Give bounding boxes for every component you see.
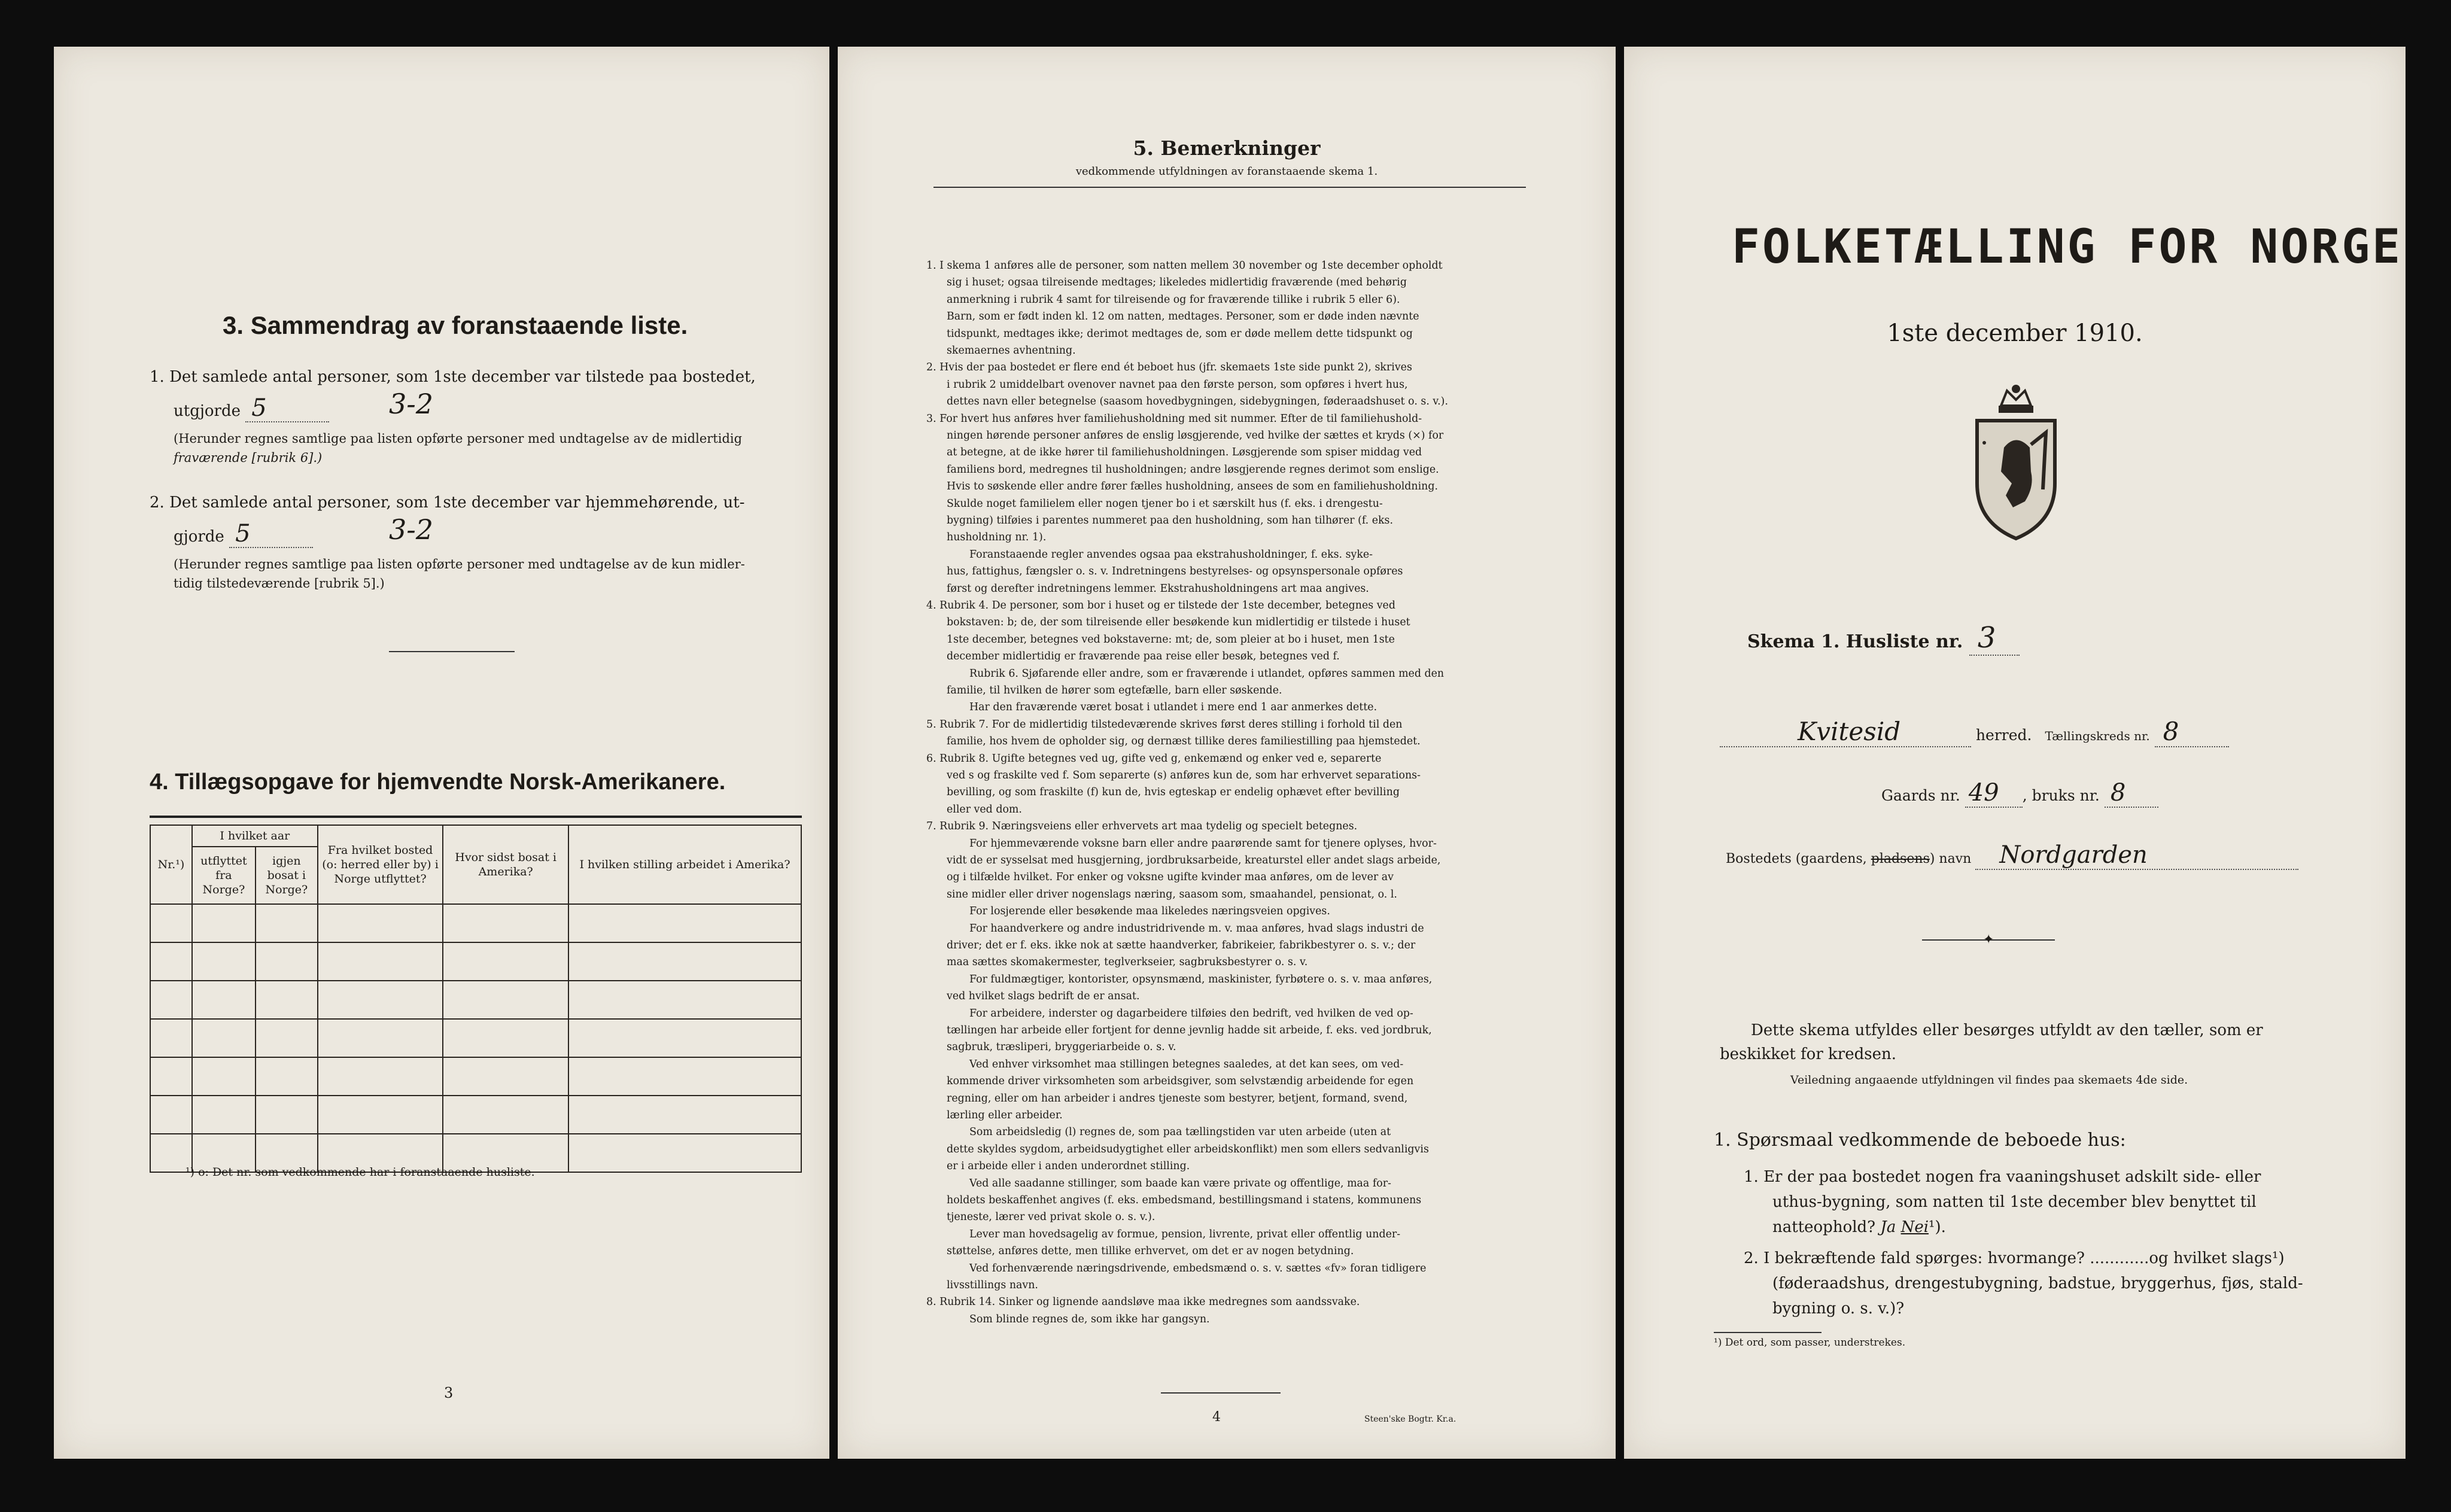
census-title: FOLKETÆLLING FOR NORGE xyxy=(1732,220,2403,274)
table-row xyxy=(150,904,801,942)
right-footnote: ¹) Det ord, som passer, understrekes. xyxy=(1714,1337,1906,1349)
remarks-rule xyxy=(933,187,1526,188)
schema-label: Skema 1. Husliste nr. xyxy=(1747,631,1963,652)
instruction-1: Dette skema utfyldes eller besørges utfyldt av den tæller, som er xyxy=(1751,1021,2263,1039)
page-number-middle: 4 xyxy=(1212,1410,1221,1425)
bosted-label-b: pladsens xyxy=(1871,851,1930,866)
remark-line: Rubrik 6. Sjøfarende eller andre, som er fraværende i utlandet, opføres sammen med den xyxy=(969,667,1445,680)
question-1-2-b: (føderaadshus, drengestubygning, badstue, bryggerhus, fjøs, stald- xyxy=(1772,1274,2303,1292)
remark-line: sine midler eller driver nogenslags næring, saasom som, smaahandel, pensionat, o. l. xyxy=(947,888,1397,900)
item-2-answer xyxy=(174,521,313,550)
remark-line: For fuldmægtiger, kontorister, opsynsmænd, maskinister, fyrbøtere o. s. v. maa anføres, xyxy=(969,973,1433,985)
remarks-subtitle: vedkommende utfyldningen av foranstaaende skema 1. xyxy=(1075,165,1378,178)
norsk-amerikanere-table xyxy=(150,825,802,1173)
remark-line: driver; det er f. eks. ikke nok at sætte haandverker, fabrikeier, fabrikbestyrer o. s. v.; der xyxy=(947,939,1416,951)
remark-line: tjeneste, lærer ved privat skole o. s. v.). xyxy=(947,1211,1155,1224)
remark-line: Barn, som er født inden kl. 12 om natten, medtages. Personer, som er døde inden nævnte xyxy=(947,311,1419,323)
page-number-left: 3 xyxy=(444,1385,454,1401)
remark-line: bevilling, og som fraskilte (f) kun de, hvis egteskap er endelig ophævet efter bevilling xyxy=(947,786,1400,799)
remark-line: ved s og fraskilte ved f. Som separerte (s) anføres kun de, som har erhvervet separations- xyxy=(947,769,1421,781)
table-row xyxy=(150,981,801,1019)
bosted-label-a: Bostedets (gaardens, xyxy=(1726,851,1867,866)
remark-line: først og derefter indretningens lemmer. Ekstrahusholdningens art maa angives. xyxy=(947,582,1369,595)
remark-line: 8. Rubrik 14. Sinker og lignende aandsløve maa ikke medregnes som aandssvake. xyxy=(926,1296,1360,1309)
remark-line: i rubrik 2 umiddelbart ovenover navnet paa den første person, som opføres i hvert hus, xyxy=(947,378,1408,391)
table-footnote: ¹) o: Det nr. som vedkommende har i foranstaaende husliste. xyxy=(186,1166,535,1179)
remark-line: ningen hørende personer anføres de enslig løsgjerende, ved hvilke der sættes et kryds (×) for xyxy=(947,430,1444,442)
table-row xyxy=(150,1057,801,1096)
bruks-label: , bruks nr. xyxy=(2022,787,2100,804)
remark-line: er i arbeide eller i anden underordnet stilling. xyxy=(947,1160,1190,1173)
remark-line: Ved alle saadanne stillinger, som baade kan være private og offentlige, maa for- xyxy=(969,1177,1391,1189)
remark-line: Ved enhver virksomhet maa stillingen betegnes saaledes, at det kan sees, om ved- xyxy=(969,1058,1404,1070)
remark-line: Hvis to søskende eller andre fører fælles husholdning, ansees de som en familiehusholdning. xyxy=(947,480,1439,493)
remark-line: 7. Rubrik 9. Næringsveiens eller erhvervets art maa tydelig og specielt betegnes. xyxy=(926,820,1358,833)
remark-line: skemaernes avhentning. xyxy=(947,345,1076,357)
question-1-heading: 1. Spørsmaal vedkommende de beboede hus: xyxy=(1714,1130,2126,1151)
remark-line: dettes navn eller betegnelse (saasom hovedbygningen, sidebygningen, føderaadshuset o. s. v.). xyxy=(947,396,1448,408)
remark-line: For losjerende eller besøkende maa likeledes næringsveien opgives. xyxy=(969,905,1330,918)
remark-line: Ved forhenværende næringsdrivende, embedsmænd o. s. v. sættes «fv» foran tidligere xyxy=(969,1262,1427,1274)
page-left xyxy=(54,47,829,1459)
section-3-title: 3. Sammendrag av foranstaaende liste. xyxy=(223,311,688,339)
remark-line: tidspunkt, medtages ikke; derimot medtages de, som er døde mellem dette tidspunkt og xyxy=(947,327,1413,340)
answer-ja: Ja xyxy=(1880,1218,1896,1236)
remark-line: eller ved dom. xyxy=(947,803,1022,816)
bruks-value: 8 xyxy=(2105,779,2158,808)
remark-line: bokstaven: b; de, der som tilreisende eller besøkende kun midlertidig er tilstede i huset xyxy=(947,616,1410,629)
col-header-nr: Nr.¹) xyxy=(150,825,192,904)
kreds-value: 8 xyxy=(2155,717,2229,747)
remark-line: tællingen har arbeide eller fortjent for denne jevnlig hadde sit arbeide, f. eks. ved jordbruk, xyxy=(947,1024,1432,1036)
herred-label: herred. xyxy=(1975,726,2032,744)
remark-line: livsstillings navn. xyxy=(947,1279,1038,1291)
guidance-text: Veiledning angaaende utfyldningen vil findes paa skemaets 4de side. xyxy=(1790,1073,2188,1087)
kreds-label: Tællingskreds nr. xyxy=(2045,729,2150,743)
item-1-answer xyxy=(174,395,329,424)
remark-line: holdets beskaffenhet angives (f. eks. embedsmand, bestillingsmand i statens, kommunens xyxy=(947,1194,1422,1206)
census-date: 1ste december 1910. xyxy=(1887,320,2143,347)
col-header-hvor-sidst: Hvor sidst bosat i Amerika? xyxy=(443,825,568,904)
remark-line: maa sættes skomakermester, teglverkseier, sagbruksbestyrer o. s. v. xyxy=(947,956,1308,969)
remark-line: For haandverkere og andre industridrivende m. v. maa anføres, hvad slags industri de xyxy=(969,922,1424,935)
table-top-rule xyxy=(150,816,802,818)
gaards-value: 49 xyxy=(1965,779,2023,808)
remark-line: familiens bord, medregnes til husholdningen; andre løsgjerende regnes derimot som enslige. xyxy=(947,463,1439,476)
remark-line: sig i huset; ogsaa tilreisende medtages; likeledes midlertidig fraværende (med behørig xyxy=(947,276,1407,289)
remark-line: 2. Hvis der paa bostedet er flere end ét beboet hus (jfr. skemaets 1ste side punkt 2), skrives xyxy=(926,361,1412,374)
table-row xyxy=(150,1096,801,1134)
col-header-stilling: I hvilken stilling arbeidet i Amerika? xyxy=(568,825,801,904)
section-4-title: 4. Tillægsopgave for hjemvendte Norsk-Amerikanere. xyxy=(150,769,726,795)
question-1-2-a: 2. I bekræftende fald spørges: hvormange? ............og hvilket slags¹) xyxy=(1744,1249,2285,1267)
remark-line: vidt de er sysselsat med husgjerning, jordbruksarbeide, kreaturstel eller andet slags arbeide, xyxy=(947,854,1441,866)
remark-line: Har den fraværende været bosat i utlandet i mere end 1 aar anmerkes dette. xyxy=(969,701,1377,714)
remark-line: regning, eller om han arbeider i andres tjeneste som bestyrer, betjent, formand, svend, xyxy=(947,1092,1408,1105)
remark-line: lærling eller arbeider. xyxy=(947,1109,1063,1121)
section-divider xyxy=(389,651,515,652)
remark-line: For hjemmeværende voksne barn eller andre paarørende samt for tjenere oplyses, hvor- xyxy=(969,837,1437,850)
item-2-note-1: (Herunder regnes samtlige paa listen opførte personer med undtagelse av de kun midler- xyxy=(174,557,745,571)
answer-nei: Nei xyxy=(1900,1218,1929,1236)
item-1-extra: 3-2 xyxy=(389,388,434,420)
footnote-rule xyxy=(1714,1332,1821,1333)
col-header-utflyttet: utflyttet fra Norge? xyxy=(192,847,256,904)
table-row xyxy=(150,1019,801,1057)
remark-line: december midlertidig er fraværende paa reise eller besøk, betegnes ved f. xyxy=(947,650,1340,663)
remark-line: 1ste december, betegnes ved bokstaverne: mt; de, som pleier at bo i huset, men 1ste xyxy=(947,633,1395,646)
question-1-1-b: uthus-bygning, som natten til 1ste december blev benyttet til xyxy=(1772,1193,2257,1211)
question-1-1-a: 1. Er der paa bostedet nogen fra vaaningshuset adskilt side- eller xyxy=(1744,1168,2261,1186)
remark-line: kommende driver virksomheten som arbeidsgiver, som selvstændig arbeidende for egen xyxy=(947,1075,1414,1088)
remark-line: familie, til hvilken de hører som egtefælle, barn eller søskende. xyxy=(947,684,1282,696)
col-header-igjen: igjen bosat i Norge? xyxy=(256,847,318,904)
remark-line: 1. I skema 1 anføres alle de personer, som natten mellem 30 november og 1ste december opholdt xyxy=(926,260,1443,272)
item-1-prefix: utgjorde xyxy=(174,402,241,420)
remark-line: For arbeidere, inderster og dagarbeidere tilføies den bedrift, ved hvilken de ved op- xyxy=(969,1007,1413,1020)
item-1-note-1: (Herunder regnes samtlige paa listen opførte personer med undtagelse av de midlertidig xyxy=(174,431,743,446)
gaards-line xyxy=(1881,779,2158,808)
herred-line xyxy=(1720,717,2384,747)
item-1-line: 1. Det samlede antal personer, som 1ste december var tilstede paa bostedet, xyxy=(150,368,756,386)
item-2-line: 2. Det samlede antal personer, som 1ste december var hjemmehørende, ut- xyxy=(150,494,745,512)
item-2-value: 5 xyxy=(229,521,313,548)
col-header-fra-bosted: Fra hvilket bosted (o: herred eller by) i Norge utflyttet? xyxy=(318,825,443,904)
item-1-value: 5 xyxy=(245,395,329,422)
question-1-2-c: bygning o. s. v.)? xyxy=(1772,1300,1905,1318)
question-1-1-c xyxy=(1772,1215,1946,1240)
remark-line: Som arbeidsledig (l) regnes de, som paa tællingstiden var uten arbeide (uten at xyxy=(969,1126,1391,1139)
remark-line: familie, hos hvem de opholder sig, og dernæst tillike deres familiestilling paa hjemstedet. xyxy=(947,735,1421,748)
remark-line: Som blinde regnes de, som ikke har gangsyn. xyxy=(969,1313,1210,1325)
remark-line: 4. Rubrik 4. De personer, som bor i huset og er tilstede der 1ste december, betegnes ved xyxy=(926,600,1395,612)
remark-line: dette skyldes sygdom, arbeidsudygtighet eller arbeidskonflikt) men som ellers sedvanligvis xyxy=(947,1143,1429,1155)
remark-line: og i tilfælde hvilket. For enker og voksne ugifte kvinder maa anføres, om de lever av xyxy=(947,871,1394,884)
ornament-icon: ✦ xyxy=(1983,932,1994,947)
remark-line: at betegne, at de ikke hører til familiehusholdningen. Løsgjerende som spiser middag ved xyxy=(947,446,1422,459)
remark-line: 5. Rubrik 7. For de midlertidig tilstedeværende skrives først deres stilling i forhold til den xyxy=(926,718,1403,731)
answer-sup: ¹). xyxy=(1929,1218,1946,1236)
instruction-2: beskikket for kredsen. xyxy=(1720,1045,1896,1063)
remark-line: hus, fattighus, fængsler o. s. v. Indretningens bestyrelses- og opsynspersonale opføres xyxy=(947,565,1403,578)
remark-line: støttelse, anføres dette, men tillike erhvervet, om det er av nogen betydning. xyxy=(947,1245,1354,1258)
question-1-1-prefix: natteophold? xyxy=(1772,1218,1876,1236)
item-2-prefix: gjorde xyxy=(174,528,224,546)
remark-line: sagbruk, træsliperi, bryggeriarbeide o. s. v. xyxy=(947,1041,1176,1054)
remarks-end-rule xyxy=(1161,1392,1281,1394)
bosted-line xyxy=(1726,841,2298,870)
herred-value: Kvitesid xyxy=(1720,717,1971,747)
col-header-year-group: I hvilket aar xyxy=(192,825,318,847)
remark-line: Skulde noget familielem eller nogen tjener bo i et særskilt hus (f. eks. i drengestu- xyxy=(947,497,1383,510)
gaards-label: Gaards nr. xyxy=(1881,787,1960,804)
remarks-title: 5. Bemerkninger xyxy=(1133,136,1321,160)
item-2-note-2: tidig tilstedeværende [rubrik 5].) xyxy=(174,576,385,591)
item-1-note-2: fraværende [rubrik 6].) xyxy=(174,451,323,465)
remark-line: 6. Rubrik 8. Ugifte betegnes ved ug, gifte ved g, enkemænd og enker ved e, separerte xyxy=(926,752,1382,765)
schema-line xyxy=(1747,621,2020,656)
bosted-value: Nordgarden xyxy=(1975,841,2298,870)
remark-line: husholdning nr. 1). xyxy=(947,531,1047,544)
page-right xyxy=(1624,47,2406,1459)
remark-line: Foranstaaende regler anvendes ogsaa paa ekstrahusholdninger, f. eks. syke- xyxy=(969,548,1373,561)
remark-line: ved hvilket slags bedrift de er ansat. xyxy=(947,990,1140,1003)
remark-line: bygning) tilføies i parentes nummeret paa den husholdning, som han tilhører (f. eks. xyxy=(947,515,1394,527)
husliste-number: 3 xyxy=(1969,621,2020,656)
printer-mark: Steen'ske Bogtr. Kr.a. xyxy=(1364,1414,1456,1424)
coat-of-arms-icon xyxy=(1959,382,2073,543)
item-2-extra: 3-2 xyxy=(389,513,434,546)
page-middle xyxy=(838,47,1616,1459)
remark-line: 3. For hvert hus anføres hver familiehusholdning med sit nummer. Efter de til familiehushold- xyxy=(926,412,1422,425)
bosted-label-c: ) navn xyxy=(1929,851,1972,866)
remark-line: anmerkning i rubrik 4 samt for tilreisende og for fraværende tillike i rubrik 5 eller 6). xyxy=(947,293,1400,306)
remark-line: Lever man hovedsagelig av formue, pension, livrente, privat eller offentlig under- xyxy=(969,1228,1401,1240)
table-row xyxy=(150,942,801,981)
